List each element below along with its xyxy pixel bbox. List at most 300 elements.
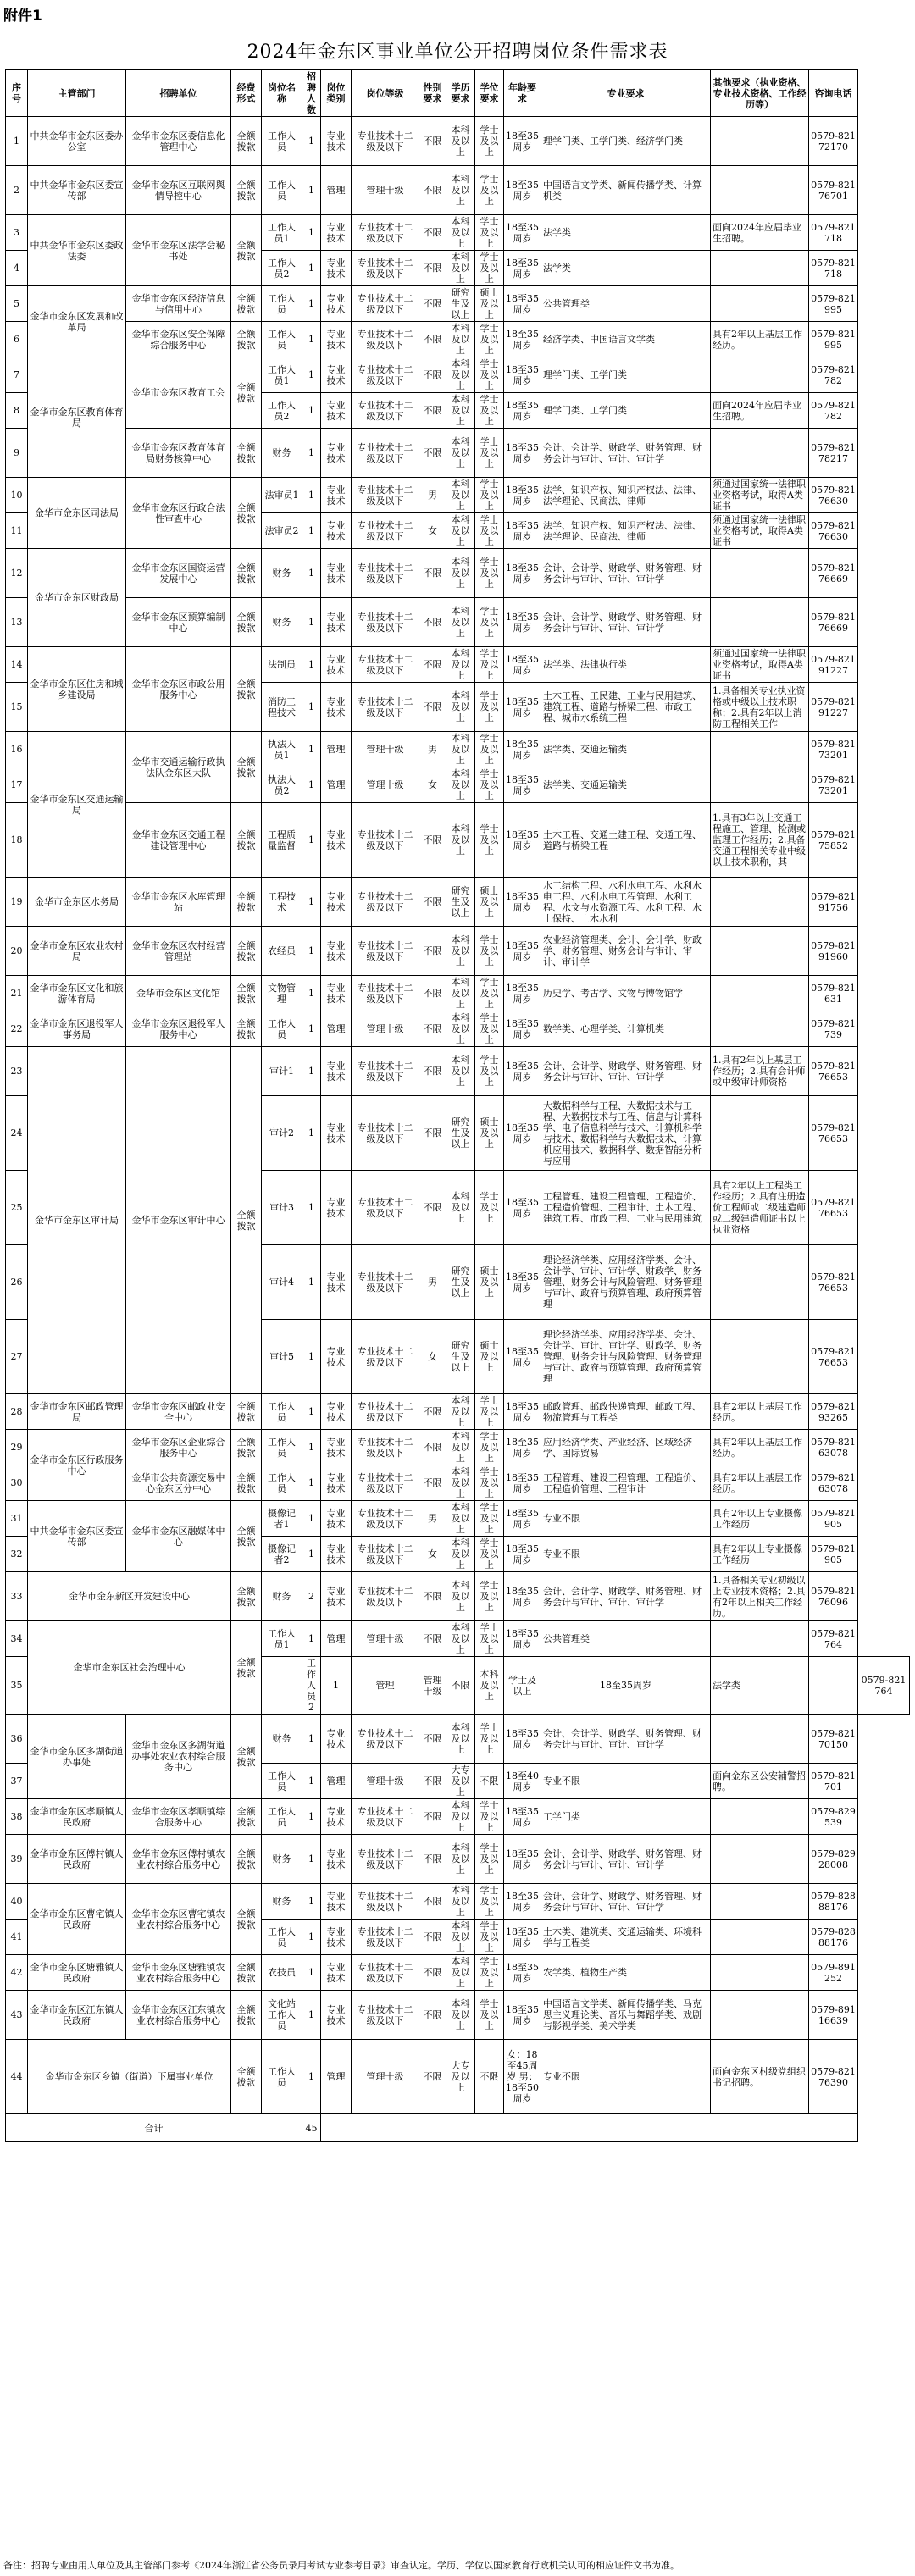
cell-sex: 不限	[419, 1430, 446, 1465]
cell-degree: 学士及以上	[504, 1657, 541, 1715]
cell-level: 专业技术十二级及以下	[352, 1884, 419, 1920]
table-row	[6, 1884, 910, 1920]
cell-sex: 女	[419, 1320, 446, 1394]
total-row	[6, 2114, 910, 2142]
cell-post: 审计5	[262, 1320, 302, 1394]
cell-dept: 金华市金东区塘雅镇人民政府	[28, 1955, 126, 1991]
cell-num: 1	[302, 251, 321, 286]
cell-no: 12	[6, 549, 28, 598]
header-edu: 学历要求	[446, 70, 475, 117]
cell-post: 消防工程技术	[262, 683, 302, 732]
cell-dept: 金华市金东区傅村镇人民政府	[28, 1835, 126, 1884]
cell-cat: 专业技术	[321, 251, 352, 286]
cell-tel: 0579-821782	[809, 393, 858, 429]
cell-other	[711, 1715, 809, 1764]
cell-cat: 专业技术	[321, 1320, 352, 1394]
table-row	[6, 803, 910, 878]
cell-no: 8	[6, 393, 28, 429]
cell-num: 1	[302, 357, 321, 393]
cell-level: 专业技术十二级及以下	[352, 1320, 419, 1394]
cell-cat: 专业技术	[321, 803, 352, 878]
cell-dept: 金华市金东区邮政管理局	[28, 1394, 126, 1430]
cell-age: 18至35周岁	[504, 1835, 541, 1884]
cell-degree: 学士及以上	[475, 1465, 504, 1501]
cell-edu: 研究生及以上	[446, 878, 475, 927]
cell-post: 工作人员	[262, 1430, 302, 1465]
header-unit: 招聘单位	[126, 70, 231, 117]
cell-fund: 全额拨款	[231, 1465, 262, 1501]
cell-edu: 本科及以上	[446, 1572, 475, 1621]
cell-sex: 不限	[419, 1955, 446, 1991]
table-row	[6, 927, 910, 976]
cell-sex: 不限	[419, 2040, 446, 2114]
cell-tel: 0579-82173201	[809, 767, 858, 803]
cell-other: 面向金东区村级党组织书记招聘。	[711, 2040, 809, 2114]
cell-sex: 不限	[419, 1799, 446, 1835]
cell-sex: 不限	[419, 215, 446, 251]
cell-cat: 专业技术	[321, 549, 352, 598]
cell-degree: 学士及以上	[475, 1047, 504, 1096]
cell-tel: 0579-82163078	[809, 1430, 858, 1465]
cell-post: 财务	[262, 1884, 302, 1920]
cell-degree: 学士及以上	[475, 598, 504, 647]
cell-num: 1	[302, 1465, 321, 1501]
cell-edu: 本科及以上	[446, 732, 475, 767]
cell-num: 1	[302, 1955, 321, 1991]
cell-degree: 学士及以上	[475, 215, 504, 251]
cell-major: 会计、会计学、财政学、财务管理、财务会计与审计、审计、审计学	[541, 1715, 711, 1764]
cell-level: 专业技术十二级及以下	[352, 393, 419, 429]
cell-dept: 金华市金东区教育体育局	[28, 357, 126, 478]
cell-no: 19	[6, 878, 28, 927]
cell-fund: 全额拨款	[231, 1011, 262, 1047]
cell-edu: 本科及以上	[446, 1920, 475, 1955]
cell-post: 财务	[262, 429, 302, 478]
cell-num: 1	[302, 878, 321, 927]
cell-degree: 学士及以上	[475, 1955, 504, 1991]
recruitment-table	[5, 69, 910, 2142]
header-tel: 咨询电话	[809, 70, 858, 117]
cell-level: 管理十级	[352, 166, 419, 215]
table-row	[6, 117, 910, 166]
cell-post: 工作人员	[262, 2040, 302, 2114]
cell-major: 法学类	[711, 1657, 809, 1715]
cell-edu: 本科及以上	[446, 1047, 475, 1096]
cell-tel: 0579-821905	[809, 1501, 858, 1537]
cell-no: 23	[6, 1047, 28, 1096]
cell-edu: 研究生及以上	[446, 1245, 475, 1320]
cell-fund: 全额拨款	[231, 549, 262, 598]
cell-level: 专业技术十二级及以下	[352, 1715, 419, 1764]
cell-post: 工作人员	[262, 1394, 302, 1430]
cell-tel: 0579-82176653	[809, 1047, 858, 1096]
cell-sex: 不限	[419, 647, 446, 683]
cell-no: 16	[6, 732, 28, 767]
cell-tel: 0579-82191227	[809, 683, 858, 732]
cell-degree: 学士及以上	[475, 1501, 504, 1537]
cell-unit: 金华市金东区国资运营发展中心	[126, 549, 231, 598]
cell-num: 1	[302, 927, 321, 976]
cell-age: 18至35周岁	[504, 429, 541, 478]
cell-fund: 全额拨款	[231, 357, 262, 429]
cell-num: 1	[302, 1991, 321, 2040]
cell-major: 专业不限	[541, 2040, 711, 2114]
cell-tel: 0579-82170150	[809, 1715, 858, 1764]
cell-other	[711, 251, 809, 286]
cell-degree: 学士及以上	[475, 1572, 504, 1621]
cell-age: 18至35周岁	[504, 478, 541, 513]
cell-major: 应用经济学类、产业经济、区域经济学、国际贸易	[541, 1430, 711, 1465]
cell-num: 1	[302, 513, 321, 549]
cell-age: 18至35周岁	[504, 1465, 541, 1501]
cell-fund: 全额拨款	[231, 478, 262, 549]
cell-sex: 不限	[419, 1884, 446, 1920]
cell-sex: 不限	[419, 927, 446, 976]
header-major: 专业要求	[541, 70, 711, 117]
cell-post: 法审员2	[262, 513, 302, 549]
cell-num: 1	[302, 1835, 321, 1884]
cell-sex: 女	[419, 767, 446, 803]
cell-degree: 学士及以上	[475, 429, 504, 478]
cell-no: 42	[6, 1955, 28, 1991]
cell-age: 18至35周岁	[504, 1537, 541, 1572]
cell-no: 32	[6, 1537, 28, 1572]
cell-post: 工作人员1	[262, 1621, 302, 1657]
cell-level: 专业技术十二级及以下	[352, 1955, 419, 1991]
cell-post: 工作人员1	[262, 357, 302, 393]
cell-degree: 学士及以上	[475, 1799, 504, 1835]
cell-degree: 学士及以上	[475, 478, 504, 513]
header-dept: 主管部门	[28, 70, 126, 117]
table-row	[6, 1011, 910, 1047]
cell-unit: 金华市金东区曹宅镇农业农村综合服务中心	[126, 1884, 231, 1955]
cell-cat: 专业技术	[321, 1430, 352, 1465]
cell-edu: 本科及以上	[446, 1835, 475, 1884]
cell-other: 具有2年以上基层工作经历。	[711, 1465, 809, 1501]
cell-num: 1	[302, 117, 321, 166]
cell-fund: 全额拨款	[231, 1430, 262, 1465]
cell-post: 工程技术	[262, 878, 302, 927]
cell-post: 工作人员	[262, 1799, 302, 1835]
cell-other: 面向2024年应届毕业生招聘。	[711, 215, 809, 251]
total-blank	[321, 2114, 858, 2142]
cell-edu: 本科及以上	[446, 117, 475, 166]
cell-post: 财务	[262, 549, 302, 598]
cell-tel: 0579-82175852	[809, 803, 858, 878]
cell-other	[711, 1011, 809, 1047]
cell-edu: 本科及以上	[446, 1955, 475, 1991]
cell-edu: 本科及以上	[446, 1430, 475, 1465]
cell-cat: 专业技术	[321, 1920, 352, 1955]
cell-edu: 本科及以上	[446, 549, 475, 598]
cell-post: 文物管理	[262, 976, 302, 1011]
cell-age: 18至35周岁	[504, 1394, 541, 1430]
cell-no: 20	[6, 927, 28, 976]
cell-other: 面向2024年应届毕业生招聘。	[711, 393, 809, 429]
table-row	[6, 1799, 910, 1835]
cell-num: 1	[302, 647, 321, 683]
cell-other: 须通过国家统一法律职业资格考试，取得A类证书	[711, 513, 809, 549]
cell-other: 1.具备相关专业初级以上专业技术资格；2.具有2年以上相关工作经历。	[711, 1572, 809, 1621]
cell-dept: 金华市金东区行政服务中心	[28, 1430, 126, 1501]
cell-age: 18至35周岁	[504, 286, 541, 322]
cell-sex: 女	[419, 1537, 446, 1572]
cell-level: 专业技术十二级及以下	[352, 1920, 419, 1955]
cell-num: 1	[302, 1501, 321, 1537]
cell-degree: 硕士及以上	[475, 1096, 504, 1171]
cell-tel: 0579-82163078	[809, 1465, 858, 1501]
cell-edu: 本科及以上	[446, 166, 475, 215]
cell-num: 1	[302, 767, 321, 803]
cell-num: 1	[302, 732, 321, 767]
cell-no: 15	[6, 683, 28, 732]
cell-fund: 全额拨款	[231, 803, 262, 878]
cell-major: 会计、会计学、财政学、财务管理、财务会计与审计、审计、审计学	[541, 1047, 711, 1096]
cell-age: 18至35周岁	[504, 647, 541, 683]
cell-edu: 本科及以上	[446, 322, 475, 357]
cell-num: 1	[302, 598, 321, 647]
cell-cat: 管理	[321, 1621, 352, 1657]
cell-degree: 不限	[475, 1764, 504, 1799]
cell-sex: 不限	[419, 878, 446, 927]
cell-dept: 金华市金东区江东镇人民政府	[28, 1991, 126, 2040]
cell-degree: 学士及以上	[475, 1835, 504, 1884]
cell-other: 1.具备相关专业执业资格或中级以上技术职称；2.具有2年以上消防工程相关工作	[711, 683, 809, 732]
cell-no: 37	[6, 1764, 28, 1799]
cell-major: 法学、知识产权、知识产权法、法律、法学理论、民商法、律师	[541, 513, 711, 549]
cell-post: 工作人员	[262, 1011, 302, 1047]
cell-fund: 全额拨款	[231, 1394, 262, 1430]
cell-sex: 不限	[419, 1096, 446, 1171]
cell-edu: 本科及以上	[446, 1465, 475, 1501]
cell-sex: 男	[419, 1501, 446, 1537]
header-row	[6, 70, 910, 117]
cell-level: 专业技术十二级及以下	[352, 1245, 419, 1320]
cell-age: 18至35周岁	[504, 251, 541, 286]
cell-sex: 不限	[419, 117, 446, 166]
cell-level: 专业技术十二级及以下	[352, 322, 419, 357]
cell-age: 18至35周岁	[504, 1884, 541, 1920]
cell-post: 审计1	[262, 1047, 302, 1096]
cell-cat: 专业技术	[321, 1715, 352, 1764]
cell-sex: 不限	[419, 1715, 446, 1764]
cell-unit: 金华市金东区教育体育局财务核算中心	[126, 429, 231, 478]
cell-unit: 金华市金东区市政公用服务中心	[126, 647, 231, 732]
cell-no: 33	[6, 1572, 28, 1621]
cell-unit: 金华市金东区退役军人服务中心	[126, 1011, 231, 1047]
cell-major: 理论经济学类、应用经济学类、会计、会计学、审计、审计学、财政学、财务管理、财务会计与风险管理、财务管理与审计、政府与预算管理、政府预算管理	[541, 1245, 711, 1320]
cell-major: 农学类、植物生产类	[541, 1955, 711, 1991]
cell-other	[711, 1621, 809, 1657]
annex-label: 附件1	[3, 8, 42, 25]
cell-num: 1	[302, 1884, 321, 1920]
cell-post: 摄像记者2	[262, 1537, 302, 1572]
cell-dept: 金华市金东区交通运输局	[28, 732, 126, 878]
cell-fund: 全额拨款	[231, 166, 262, 215]
cell-sex: 不限	[419, 549, 446, 598]
cell-edu: 研究生及以上	[446, 286, 475, 322]
cell-fund: 全额拨款	[231, 1991, 262, 2040]
cell-cat: 专业技术	[321, 1096, 352, 1171]
cell-fund: 全额拨款	[231, 878, 262, 927]
cell-post: 工作人员	[262, 322, 302, 357]
cell-major: 法学类、交通运输类	[541, 767, 711, 803]
cell-degree: 学士及以上	[475, 1537, 504, 1572]
cell-edu: 本科及以上	[446, 1501, 475, 1537]
cell-other	[711, 1835, 809, 1884]
cell-tel: 0579-821718	[809, 251, 858, 286]
cell-post: 财务	[262, 598, 302, 647]
cell-tel: 0579-821631	[809, 976, 858, 1011]
cell-post: 文化站工作人员	[262, 1991, 302, 2040]
cell-edu: 本科及以上	[446, 1011, 475, 1047]
cell-age: 18至35周岁	[504, 803, 541, 878]
cell-sex: 不限	[419, 976, 446, 1011]
cell-cat: 专业技术	[321, 513, 352, 549]
cell-age: 18至35周岁	[504, 1096, 541, 1171]
cell-age: 女：18至45周岁 男：18至50周岁	[504, 2040, 541, 2114]
table-row	[6, 1835, 910, 1884]
cell-degree: 学士及以上	[475, 683, 504, 732]
cell-no: 38	[6, 1799, 28, 1835]
cell-major: 会计、会计学、财政学、财务管理、财务会计与审计、审计、审计学	[541, 549, 711, 598]
cell-level: 专业技术十二级及以下	[352, 1799, 419, 1835]
cell-fund: 全额拨款	[231, 1799, 262, 1835]
cell-edu: 本科及以上	[446, 429, 475, 478]
cell-tel: 0579-82193265	[809, 1394, 858, 1430]
cell-fund: 全额拨款	[231, 1715, 262, 1799]
cell-level: 管理十级	[352, 1011, 419, 1047]
cell-other	[711, 286, 809, 322]
cell-age: 18至35周岁	[504, 1920, 541, 1955]
cell-level: 专业技术十二级及以下	[352, 1991, 419, 2040]
cell-fund: 全额拨款	[231, 429, 262, 478]
cell-cat: 管理	[321, 1011, 352, 1047]
cell-dept: 金华市金东区水务局	[28, 878, 126, 927]
cell-tel: 0579-82176096	[809, 1572, 858, 1621]
cell-level: 专业技术十二级及以下	[352, 1465, 419, 1501]
cell-other: 须通过国家统一法律职业资格考试，取得A类证书	[711, 478, 809, 513]
cell-num: 1	[302, 1920, 321, 1955]
cell-other	[711, 767, 809, 803]
cell-age: 18至35周岁	[541, 1657, 711, 1715]
cell-edu: 研究生及以上	[446, 1096, 475, 1171]
cell-edu: 本科及以上	[446, 251, 475, 286]
cell-tel: 0579-82176630	[809, 513, 858, 549]
cell-post: 工作人员	[262, 1764, 302, 1799]
cell-num: 1	[321, 1657, 352, 1715]
cell-num: 1	[302, 1245, 321, 1320]
cell-degree: 学士及以上	[475, 647, 504, 683]
cell-other	[711, 976, 809, 1011]
cell-no: 27	[6, 1320, 28, 1394]
cell-sex: 不限	[419, 322, 446, 357]
cell-age: 18至35周岁	[504, 1715, 541, 1764]
cell-no: 22	[6, 1011, 28, 1047]
cell-age: 18至35周岁	[504, 1572, 541, 1621]
cell-other	[711, 927, 809, 976]
cell-other	[711, 1799, 809, 1835]
cell-dept: 金华市金东区退役军人事务局	[28, 1011, 126, 1047]
cell-level: 专业技术十二级及以下	[352, 286, 419, 322]
cell-fund: 全额拨款	[231, 732, 262, 803]
cell-other: 1.具有2年以上基层工作经历；2.具有会计师或中级审计师资格	[711, 1047, 809, 1096]
cell-edu: 本科及以上	[446, 513, 475, 549]
cell-age: 18至35周岁	[504, 357, 541, 393]
cell-major: 会计、会计学、财政学、财务管理、财务会计与审计、审计、审计学	[541, 598, 711, 647]
cell-tel: 0579-82176669	[809, 549, 858, 598]
cell-cat: 专业技术	[321, 1394, 352, 1430]
cell-no: 4	[6, 251, 28, 286]
cell-sex: 不限	[419, 286, 446, 322]
cell-major: 公共管理类	[541, 1621, 711, 1657]
cell-cat: 专业技术	[321, 357, 352, 393]
cell-tel: 0579-82172170	[809, 117, 858, 166]
cell-sex: 不限	[419, 1465, 446, 1501]
cell-major: 理学门类、工学门类、经济学门类	[541, 117, 711, 166]
table-row	[6, 1621, 910, 1657]
cell-no: 10	[6, 478, 28, 513]
cell-major: 工学门类	[541, 1799, 711, 1835]
cell-degree: 学士及以上	[475, 357, 504, 393]
cell-cat: 专业技术	[321, 1465, 352, 1501]
cell-other: 须通过国家统一法律职业资格考试，取得A类证书	[711, 647, 809, 683]
cell-tel: 0579-821739	[809, 1011, 858, 1047]
cell-degree: 学士及以上	[475, 1394, 504, 1430]
cell-other: 具有2年以上基层工作经历。	[711, 1430, 809, 1465]
table-row	[6, 1955, 910, 1991]
cell-major: 中国语言文学类、新闻传播学类、计算机类	[541, 166, 711, 215]
cell-other: 具有2年以上专业摄像工作经历	[711, 1501, 809, 1537]
cell-level: 专业技术十二级及以下	[352, 1171, 419, 1245]
cell-level: 专业技术十二级及以下	[352, 647, 419, 683]
cell-post: 法制员	[262, 647, 302, 683]
cell-unit: 金华市金东区预算编制中心	[126, 598, 231, 647]
cell-level: 专业技术十二级及以下	[352, 1572, 419, 1621]
cell-other	[711, 1245, 809, 1320]
cell-edu: 本科及以上	[446, 683, 475, 732]
cell-edu: 大专及以上	[446, 1764, 475, 1799]
table-row	[6, 322, 910, 357]
cell-post: 工作人员	[262, 117, 302, 166]
cell-major: 会计、会计学、财政学、财务管理、财务会计与审计、审计、审计学	[541, 1572, 711, 1621]
cell-sex: 不限	[419, 357, 446, 393]
cell-cat: 专业技术	[321, 117, 352, 166]
cell-dept: 中共金华市金东区委政法委	[28, 215, 126, 286]
cell-age: 18至35周岁	[504, 1245, 541, 1320]
cell-no: 30	[6, 1465, 28, 1501]
cell-num: 1	[302, 1320, 321, 1394]
cell-sex: 女	[419, 513, 446, 549]
cell-degree: 学士及以上	[475, 393, 504, 429]
cell-major: 数学类、心理学类、计算机类	[541, 1011, 711, 1047]
cell-fund: 全额拨款	[231, 215, 262, 286]
cell-post: 工作人员1	[262, 215, 302, 251]
cell-cat: 专业技术	[321, 647, 352, 683]
cell-unit: 金华市公共资源交易中心金东区分中心	[126, 1465, 231, 1501]
cell-major: 会计、会计学、财政学、财务管理、财务会计与审计、审计、审计学	[541, 1835, 711, 1884]
cell-major: 工程管理、建设工程管理、工程造价、工程造价管理、工程审计、土木工程、建筑工程、市政工程、工业与民用建筑	[541, 1171, 711, 1245]
cell-fund: 全额拨款	[231, 286, 262, 322]
cell-no: 29	[6, 1430, 28, 1465]
cell-other	[711, 549, 809, 598]
cell-level: 专业技术十二级及以下	[352, 215, 419, 251]
cell-major: 邮政管理、邮政快递管理、邮政工程、物流管理与工程类	[541, 1394, 711, 1430]
cell-cat: 专业技术	[321, 429, 352, 478]
cell-level: 专业技术十二级及以下	[352, 1096, 419, 1171]
cell-no: 44	[6, 2040, 28, 2114]
cell-level: 专业技术十二级及以下	[352, 429, 419, 478]
